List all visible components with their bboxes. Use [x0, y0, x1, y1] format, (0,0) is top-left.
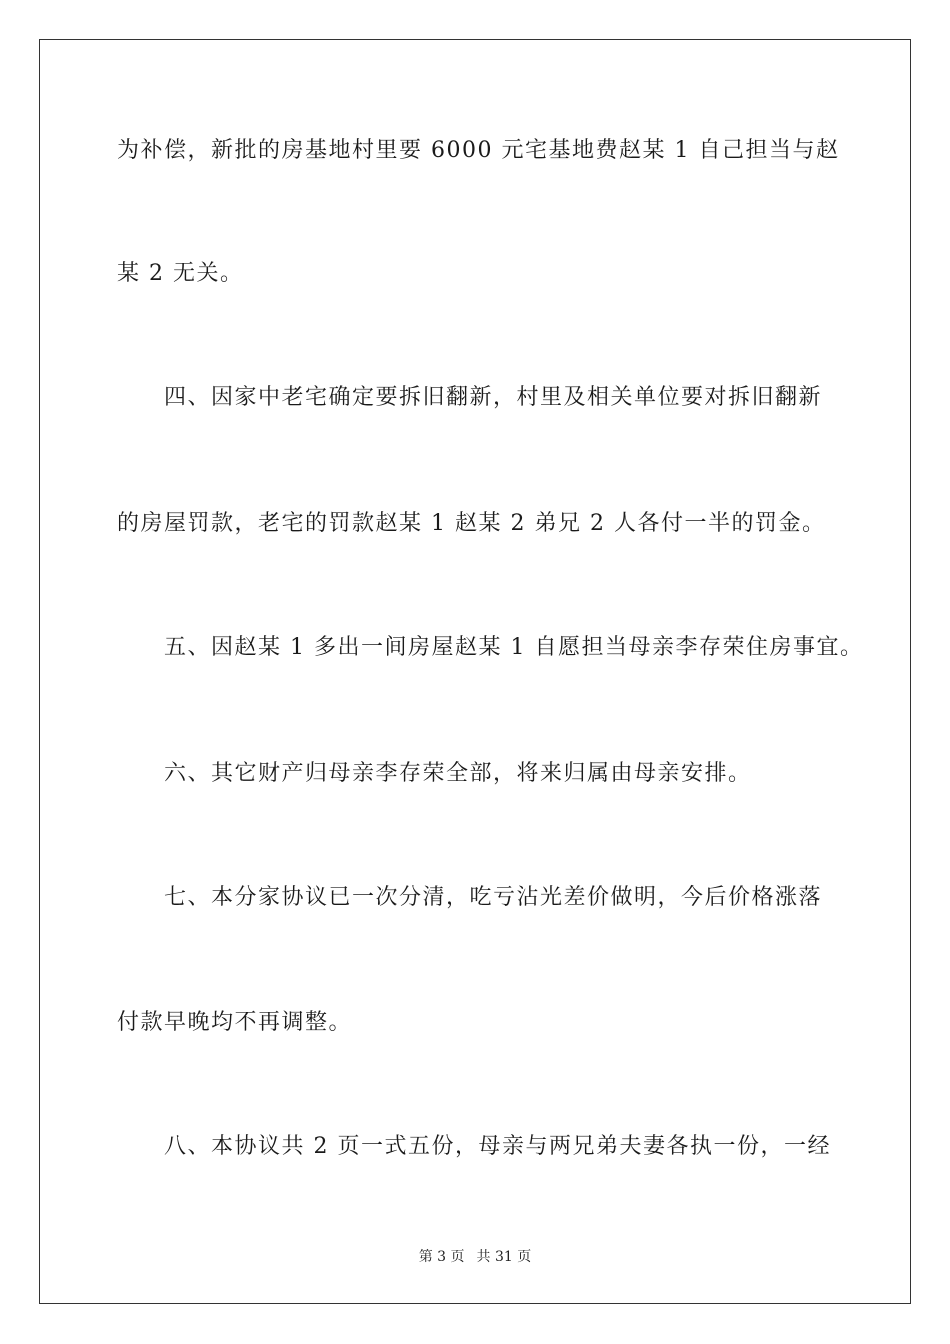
text-line-1: 为补偿，新批的房基地村里要 6000 元宅基地费赵某 1 自己担当与赵	[117, 138, 840, 163]
page-number: 第 3 页	[418, 1249, 465, 1265]
text-line-5: 五、因赵某 1 多出一间房屋赵某 1 自愿担当母亲李存荣住房事宜。	[117, 635, 864, 660]
text-line-7: 七、本分家协议已一次分清，吃亏沾光差价做明，今后价格涨落	[117, 885, 823, 910]
text-line-8: 付款早晚均不再调整。	[117, 1010, 353, 1035]
page-footer	[0, 1247, 950, 1267]
text-line-2: 某 2 无关。	[117, 261, 244, 286]
text-line-9: 八、本协议共 2 页一式五份，母亲与两兄弟夫妻各执一份，一经	[117, 1134, 831, 1159]
text-line-4: 的房屋罚款，老宅的罚款赵某 1 赵某 2 弟兄 2 人各付一半的罚金。	[117, 511, 826, 536]
text-line-6: 六、其它财产归母亲李存荣全部，将来归属由母亲安排。	[117, 761, 752, 786]
total-pages: 共 31 页	[476, 1249, 532, 1265]
page-border	[39, 39, 911, 1304]
text-line-3: 四、因家中老宅确定要拆旧翻新，村里及相关单位要对拆旧翻新	[117, 385, 823, 410]
